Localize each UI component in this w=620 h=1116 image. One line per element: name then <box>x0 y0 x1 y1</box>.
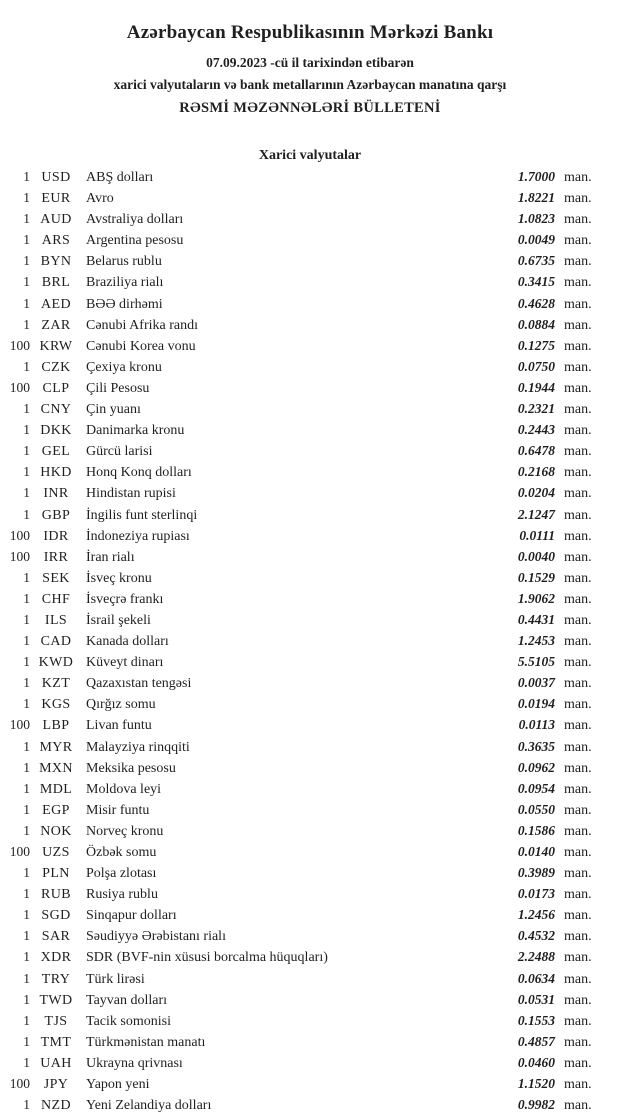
currency-quantity: 1 <box>23 443 30 459</box>
unit-label: man. <box>564 465 592 481</box>
currency-quantity: 1 <box>23 211 30 227</box>
currency-rate: 2.1247 <box>517 506 555 522</box>
currency-quantity: 1 <box>23 316 30 332</box>
currency-quantity: 1 <box>23 886 30 902</box>
currency-name: Danimarka kronu <box>86 423 185 439</box>
currency-code: IRR <box>43 549 69 565</box>
currency-rate: 0.6478 <box>517 443 555 459</box>
unit-label: man. <box>564 296 592 312</box>
currency-quantity: 100 <box>9 717 30 733</box>
currency-code: INR <box>43 486 69 502</box>
currency-rate: 0.1944 <box>517 379 555 395</box>
currency-name: Gürcü larisi <box>86 444 153 460</box>
currency-code: CZK <box>41 359 71 375</box>
currency-name: Qazaxıstan tengəsi <box>86 676 192 692</box>
currency-quantity: 1 <box>23 801 30 817</box>
unit-label: man. <box>564 170 592 185</box>
currency-name: İsrail şekeli <box>86 612 151 628</box>
unit-label: man. <box>564 866 592 882</box>
currency-quantity: 1 <box>23 358 30 374</box>
currency-name: İsveçrə frankı <box>86 591 164 607</box>
currency-code: SEK <box>42 570 70 586</box>
currency-code: UZS <box>42 845 70 860</box>
currency-quantity: 1 <box>23 611 30 627</box>
currency-code: SAR <box>41 929 71 945</box>
currency-code: HKD <box>40 465 72 481</box>
table-row <box>0 547 620 568</box>
unit-label: man. <box>564 402 592 418</box>
currency-quantity: 1 <box>23 401 30 417</box>
unit-label: man. <box>564 676 592 692</box>
unit-label: man. <box>564 929 592 945</box>
unit-label: man. <box>564 233 592 249</box>
currency-name: Cənubi Korea vonu <box>86 338 196 354</box>
unit-label: man. <box>564 760 592 776</box>
table-row <box>0 990 620 1011</box>
currency-rate: 0.4532 <box>517 928 555 944</box>
currency-name: Argentina pesosu <box>86 233 184 249</box>
currency-name: Braziliya rialı <box>86 275 164 291</box>
table-row <box>0 1053 620 1074</box>
currency-rate: 1.9062 <box>517 590 555 606</box>
table-row <box>0 1032 620 1053</box>
currency-rate: 0.3635 <box>517 738 555 754</box>
unit-label: man. <box>564 1077 592 1093</box>
currency-rate: 0.2443 <box>517 422 555 438</box>
currency-rate: 1.8221 <box>517 190 555 206</box>
currency-code: USD <box>41 170 71 185</box>
currency-code: CHF <box>41 591 71 607</box>
currency-quantity: 1 <box>23 1033 30 1049</box>
currency-name: Tacik somonisi <box>86 1013 171 1029</box>
currency-name: Kanada dolları <box>86 634 169 650</box>
currency-quantity: 1 <box>23 506 30 522</box>
currency-rate: 0.0531 <box>517 991 555 1007</box>
currency-quantity: 1 <box>23 464 30 480</box>
currency-code: CAD <box>40 634 72 650</box>
currency-name: BƏƏ dirhəmi <box>86 296 163 312</box>
currency-code: KZT <box>41 676 71 692</box>
currency-code: LBP <box>42 718 70 734</box>
currency-rate: 0.0173 <box>517 886 555 902</box>
currency-code: ZAR <box>41 317 71 333</box>
table-row <box>0 505 620 526</box>
currency-code: NZD <box>41 1098 71 1114</box>
currency-code: ILS <box>44 612 68 628</box>
unit-label: man. <box>564 908 592 924</box>
unit-label: man. <box>564 191 592 207</box>
currency-quantity: 1 <box>23 1097 30 1113</box>
bank-title: Azərbaycan Respublikasının Mərkəzi Bankı <box>126 22 494 43</box>
currency-code: TWD <box>39 992 73 1008</box>
table-row <box>0 842 620 863</box>
currency-rate: 1.0823 <box>517 211 555 227</box>
unit-label: man. <box>564 887 592 903</box>
currency-name: Küveyt dinarı <box>86 655 164 671</box>
currency-name: Səudiyyə Ərəbistanı rialı <box>86 929 226 945</box>
unit-label: man. <box>564 444 592 460</box>
currency-code: EGP <box>42 802 70 818</box>
currency-name: Avro <box>86 191 114 207</box>
currency-rate: 0.0113 <box>518 717 555 733</box>
currency-code: TRY <box>41 971 71 987</box>
currency-rate: 0.0204 <box>517 485 555 501</box>
currency-name: Misir funtu <box>86 802 150 818</box>
currency-quantity: 1 <box>23 970 30 986</box>
currency-name: Ukrayna qrivnası <box>86 1055 183 1071</box>
currency-code: ARS <box>41 233 71 249</box>
table-row <box>0 884 620 905</box>
currency-quantity: 100 <box>9 844 30 859</box>
table-row <box>0 568 620 589</box>
currency-rate: 0.4628 <box>517 295 555 311</box>
unit-label: man. <box>564 950 592 966</box>
currency-quantity: 1 <box>23 253 30 269</box>
unit-label: man. <box>564 359 592 375</box>
currency-code: MYR <box>39 739 73 755</box>
unit-label: man. <box>564 1055 592 1071</box>
unit-label: man. <box>564 275 592 291</box>
currency-name: Cənubi Afrika randı <box>86 317 198 333</box>
currency-rate: 0.2321 <box>517 401 555 417</box>
currency-rate: 0.0550 <box>517 801 555 817</box>
currency-rate: 0.0750 <box>517 358 555 374</box>
table-row <box>0 399 620 420</box>
unit-label: man. <box>564 1013 592 1029</box>
unit-label: man. <box>564 612 592 628</box>
currency-name: Tayvan dolları <box>86 992 168 1008</box>
table-row <box>0 779 620 800</box>
currency-code: SGD <box>41 908 71 924</box>
currency-code: BRL <box>41 275 71 291</box>
currency-rate: 0.4431 <box>517 611 555 627</box>
table-row <box>0 737 620 758</box>
currency-code: AED <box>41 296 71 312</box>
currency-quantity: 1 <box>23 274 30 290</box>
currency-rate: 1.2456 <box>517 907 555 923</box>
unit-label: man. <box>564 1098 592 1114</box>
unit-label: man. <box>564 845 592 860</box>
table-row <box>0 230 620 251</box>
table-row <box>0 483 620 504</box>
currency-code: NOK <box>40 823 72 839</box>
currency-code: GBP <box>41 507 71 523</box>
table-row <box>0 926 620 947</box>
table-row <box>0 251 620 272</box>
table-row <box>0 526 620 547</box>
currency-name: Malayziya rinqqiti <box>86 739 190 755</box>
table-row <box>0 673 620 694</box>
currency-name: Türk lirəsi <box>86 971 145 987</box>
currency-name: Çili Pesosu <box>86 380 150 396</box>
currency-rate: 0.0111 <box>519 527 555 543</box>
unit-label: man. <box>564 655 592 671</box>
currency-quantity: 1 <box>23 1012 30 1028</box>
currency-quantity: 1 <box>23 759 30 775</box>
currency-code: MDL <box>39 781 73 797</box>
currency-code: RUB <box>41 887 71 903</box>
currency-name: Meksika pesosu <box>86 760 176 776</box>
unit-label: man. <box>564 423 592 439</box>
unit-label: man. <box>564 697 592 713</box>
currency-code: MXN <box>39 760 73 776</box>
currency-quantity: 1 <box>23 949 30 965</box>
currency-quantity: 100 <box>9 379 30 395</box>
currency-rate: 0.0884 <box>517 316 555 332</box>
currency-name: İsveç kronu <box>86 570 152 586</box>
currency-quantity: 1 <box>23 907 30 923</box>
currency-quantity: 1 <box>23 485 30 501</box>
currency-code: DKK <box>40 423 72 439</box>
currency-name: Moldova leyi <box>86 781 162 797</box>
currency-name: Honq Konq dolları <box>86 465 192 481</box>
currency-name: Rusiya rublu <box>86 887 158 903</box>
unit-label: man. <box>564 380 592 396</box>
currency-rate: 0.1553 <box>517 1012 555 1028</box>
currency-rate: 0.0954 <box>517 780 555 796</box>
currency-quantity: 1 <box>23 633 30 649</box>
table-row <box>0 821 620 842</box>
currency-rate: 1.2453 <box>517 633 555 649</box>
currency-quantity: 1 <box>23 422 30 438</box>
unit-label: man. <box>564 212 592 228</box>
unit-label: man. <box>564 739 592 755</box>
unit-label: man. <box>564 528 592 544</box>
currency-rate: 2.2488 <box>517 949 555 965</box>
currency-name: Livan funtu <box>86 718 152 734</box>
unit-label: man. <box>564 781 592 797</box>
currency-name: Belarus rublu <box>86 254 162 270</box>
currency-name: Yapon yeni <box>86 1077 150 1093</box>
currency-rate: 0.6735 <box>517 253 555 269</box>
currency-rate: 1.7000 <box>517 169 555 184</box>
currency-quantity: 1 <box>23 569 30 585</box>
currency-name: Özbək somu <box>86 845 157 860</box>
unit-label: man. <box>564 549 592 565</box>
currency-quantity: 100 <box>9 548 30 564</box>
currency-rate: 0.3989 <box>517 865 555 881</box>
currency-rate: 5.5105 <box>517 654 555 670</box>
currency-name: Qırğız somu <box>86 697 156 713</box>
currency-quantity: 1 <box>23 865 30 881</box>
table-row <box>0 905 620 926</box>
currency-quantity: 100 <box>9 1076 30 1092</box>
currency-quantity: 1 <box>23 738 30 754</box>
table-row <box>0 969 620 990</box>
table-row <box>0 441 620 462</box>
currency-quantity: 1 <box>23 696 30 712</box>
table-row <box>0 652 620 673</box>
table-row <box>0 188 620 209</box>
currency-code: PLN <box>42 866 70 882</box>
table-row <box>0 715 620 736</box>
currency-code: BYN <box>40 254 72 270</box>
currency-code: KGS <box>41 697 71 713</box>
table-row <box>0 420 620 441</box>
currency-quantity: 1 <box>23 232 30 248</box>
currency-name: Avstraliya dolları <box>86 212 184 228</box>
currency-rate: 0.0140 <box>517 844 555 859</box>
currency-code: CLP <box>42 380 70 396</box>
currency-code: UAH <box>40 1055 72 1071</box>
currency-code: IDR <box>43 528 69 544</box>
currency-rate: 0.3415 <box>517 274 555 290</box>
currency-quantity: 1 <box>23 675 30 691</box>
table-row <box>0 378 620 399</box>
currency-quantity: 100 <box>9 337 30 353</box>
unit-label: man. <box>564 634 592 650</box>
currency-quantity: 1 <box>23 991 30 1007</box>
currency-code: TJS <box>44 1013 68 1029</box>
unit-label: man. <box>564 570 592 586</box>
bulletin-doc-title: RƏSMİ MƏZƏNNƏLƏRİ BÜLLETENİ <box>179 100 441 116</box>
currency-code: JPY <box>43 1077 69 1093</box>
currency-rate: 0.4857 <box>517 1033 555 1049</box>
currency-code: CNY <box>40 402 72 418</box>
unit-label: man. <box>564 992 592 1008</box>
unit-label: man. <box>564 254 592 270</box>
unit-label: man. <box>564 507 592 523</box>
currency-code: EUR <box>41 191 71 207</box>
currency-name: Sinqapur dolları <box>86 908 177 924</box>
table-row <box>0 1095 620 1116</box>
currency-name: Yeni Zelandiya dolları <box>86 1098 212 1114</box>
unit-label: man. <box>564 591 592 607</box>
table-row <box>0 357 620 378</box>
currency-quantity: 1 <box>23 295 30 311</box>
table-row <box>0 167 620 188</box>
currency-quantity: 1 <box>23 780 30 796</box>
currency-quantity: 1 <box>23 654 30 670</box>
currency-rate: 1.1520 <box>517 1076 555 1092</box>
unit-label: man. <box>564 718 592 734</box>
currency-name: ABŞ dolları <box>86 170 154 185</box>
currency-name: İran rialı <box>86 549 135 565</box>
currency-rate: 0.2168 <box>517 464 555 480</box>
unit-label: man. <box>564 802 592 818</box>
table-row <box>0 589 620 610</box>
table-row <box>0 209 620 230</box>
currency-rate: 0.0037 <box>517 675 555 691</box>
table-row <box>0 336 620 357</box>
table-row <box>0 1011 620 1032</box>
currency-code: KRW <box>39 338 73 354</box>
currency-name: Hindistan rupisi <box>86 486 176 502</box>
currency-rate: 0.1586 <box>517 822 555 838</box>
currency-quantity: 1 <box>23 169 30 184</box>
currency-code: AUD <box>40 212 72 228</box>
currency-code: KWD <box>38 655 74 671</box>
currency-rate: 0.0634 <box>517 970 555 986</box>
currency-quantity: 100 <box>9 527 30 543</box>
currency-name: Türkmənistan manatı <box>86 1034 206 1050</box>
currency-quantity: 1 <box>23 590 30 606</box>
currency-name: Çexiya kronu <box>86 359 162 375</box>
currency-rate: 0.1275 <box>517 337 555 353</box>
rates-table <box>0 167 620 1116</box>
currency-rate: 0.0040 <box>517 548 555 564</box>
currency-name: Polşa zlotası <box>86 866 157 882</box>
table-row <box>0 694 620 715</box>
unit-label: man. <box>564 823 592 839</box>
section-title-foreign-currencies: Xarici valyutalar <box>258 148 362 163</box>
table-row <box>0 315 620 336</box>
currency-quantity: 1 <box>23 190 30 206</box>
currency-quantity: 1 <box>23 822 30 838</box>
table-row <box>0 294 620 315</box>
currency-rate: 0.0194 <box>517 696 555 712</box>
table-row <box>0 610 620 631</box>
bulletin-subtitle: xarici valyutaların və bank metallarının Azərbaycan manatına qarşı <box>113 77 507 92</box>
currency-quantity: 1 <box>23 928 30 944</box>
table-row <box>0 272 620 293</box>
currency-name: İngilis funt sterlinqi <box>86 507 198 523</box>
currency-name: Norveç kronu <box>86 823 164 839</box>
currency-name: Çin yuanı <box>86 402 141 418</box>
currency-rate: 0.0460 <box>517 1054 555 1070</box>
currency-name: İndoneziya rupiası <box>86 528 190 544</box>
unit-label: man. <box>564 338 592 354</box>
table-row <box>0 462 620 483</box>
unit-label: man. <box>564 486 592 502</box>
table-row <box>0 947 620 968</box>
currency-quantity: 1 <box>23 1054 30 1070</box>
unit-label: man. <box>564 971 592 987</box>
currency-name: SDR (BVF-nin xüsusi borcalma hüquqları) <box>86 950 328 966</box>
unit-label: man. <box>564 317 592 333</box>
table-row <box>0 631 620 652</box>
effective-date-line: 07.09.2023 -cü il tarixindən etibarən <box>206 55 414 70</box>
currency-rate: 0.0049 <box>517 232 555 248</box>
currency-rate: 0.1529 <box>517 569 555 585</box>
currency-code: TMT <box>40 1034 72 1050</box>
table-row <box>0 1074 620 1095</box>
table-row <box>0 758 620 779</box>
table-row <box>0 800 620 821</box>
currency-rate: 0.0962 <box>517 759 555 775</box>
currency-rate: 0.9982 <box>517 1097 555 1113</box>
table-row <box>0 863 620 884</box>
currency-code: XDR <box>40 950 72 966</box>
unit-label: man. <box>564 1034 592 1050</box>
currency-code: GEL <box>41 444 71 460</box>
